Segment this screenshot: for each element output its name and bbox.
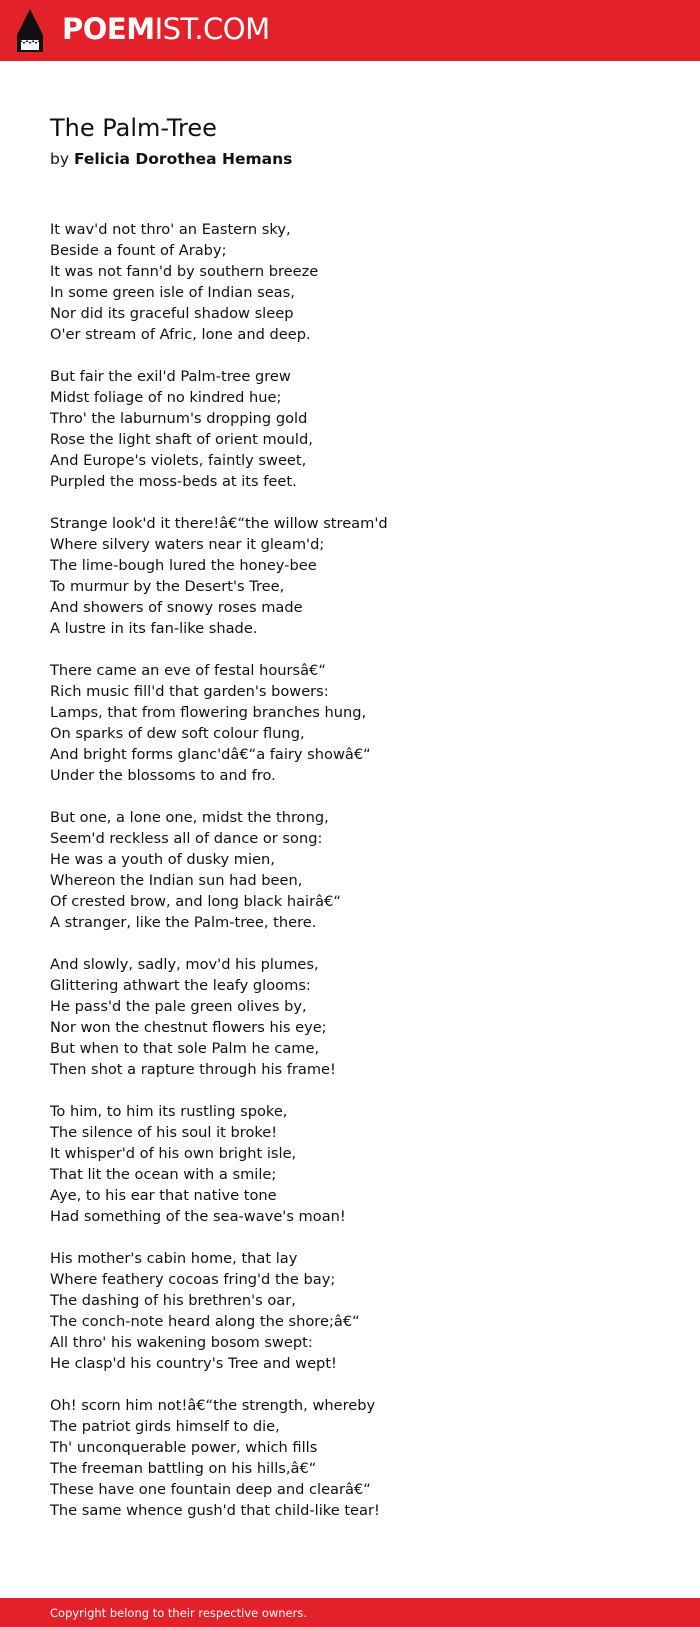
poem-line: The freeman battling on his hills,â€“ [50, 1460, 317, 1477]
poem-line: In some green isle of Indian seas, [50, 284, 295, 301]
poem-line: Rose the light shaft of orient mould, [50, 431, 313, 448]
poem-line: But one, a lone one, midst the throng, [50, 809, 329, 826]
poem-line: Glittering athwart the leafy glooms: [50, 977, 311, 994]
poem-line: A lustre in its fan-like shade. [50, 620, 258, 637]
poem-line: Where feathery cocoas fring'd the bay; [50, 1271, 336, 1288]
by-label: by [50, 150, 70, 168]
poem-byline [50, 148, 292, 170]
poem-line: Of crested brow, and long black hairâ€“ [50, 893, 341, 910]
copyright-text: Copyright belong to their respective owners. [50, 1606, 308, 1620]
poem-line: Beside a fount of Araby; [50, 242, 227, 259]
poem-line: Th' unconquerable power, which fills [50, 1439, 318, 1456]
poem-line: These have one fountain deep and clearâ€“ [50, 1481, 371, 1498]
stanza [50, 513, 670, 639]
poem-line: Midst foliage of no kindred hue; [50, 389, 282, 406]
site-header [0, 0, 700, 61]
poem-line: Whereon the Indian sun had been, [50, 872, 303, 889]
stanza [50, 660, 670, 786]
author-name: Felicia Dorothea Hemans [73, 150, 293, 168]
site-footer [0, 1598, 700, 1627]
poem-body [50, 219, 670, 1542]
poem-line: Nor won the chestnut flowers his eye; [50, 1019, 327, 1036]
stanza [50, 1248, 670, 1374]
poem-line: Purpled the moss-beds at its feet. [50, 473, 297, 490]
poem-line: Oh! scorn him not!â€“the strength, whereby [50, 1397, 376, 1414]
poem-line: That lit the ocean with a smile; [50, 1166, 277, 1183]
poem-line: There came an eve of festal hoursâ€“ [50, 662, 326, 679]
logo-text-light: IST.COM [154, 12, 270, 46]
poem-line: To murmur by the Desert's Tree, [50, 578, 285, 595]
poem-line: And showers of snowy roses made [50, 599, 303, 616]
poem-line: The patriot girds himself to die, [50, 1418, 280, 1435]
poem-line: Under the blossoms to and fro. [50, 767, 276, 784]
poem-line: He pass'd the pale green olives by, [50, 998, 307, 1015]
poem-line: Seem'd reckless all of dance or song: [50, 830, 323, 847]
stanza [50, 807, 670, 933]
poem-line: Where silvery waters near it gleam'd; [50, 536, 325, 553]
logo-text-strong: POEM [62, 12, 155, 46]
poem-line: And Europe's violets, faintly sweet, [50, 452, 307, 469]
poem-line: Aye, to his ear that native tone [50, 1187, 277, 1204]
stanza [50, 1395, 670, 1521]
poem-line: The conch-note heard along the shore;â€“ [50, 1313, 360, 1330]
pencil-tip-icon[interactable] [17, 9, 43, 52]
poem-line: The lime-bough lured the honey-bee [50, 557, 317, 574]
poem-line: It wav'd not thro' an Eastern sky, [50, 221, 291, 238]
poem-line: Nor did its graceful shadow sleep [50, 305, 294, 322]
poem-line: But when to that sole Palm he came, [50, 1040, 320, 1057]
poem-line: He was a youth of dusky mien, [50, 851, 275, 868]
poem-line: Had something of the sea-wave's moan! [50, 1208, 346, 1225]
poem-title: The Palm-Tree [50, 114, 217, 142]
poem-line: All thro' his wakening bosom swept: [50, 1334, 313, 1351]
poem-line: But fair the exil'd Palm-tree grew [50, 368, 291, 385]
stanza [50, 954, 670, 1080]
poem-line: Thro' the laburnum's dropping gold [50, 410, 308, 427]
poem-line: Then shot a rapture through his frame! [50, 1061, 336, 1078]
stanza [50, 219, 670, 345]
poem-line: Strange look'd it there!â€“the willow stream'd [50, 515, 388, 532]
poem-line: And bright forms glanc'dâ€“a fairy showâ€“ [50, 746, 371, 763]
poem-line: It whisper'd of his own bright isle, [50, 1145, 297, 1162]
poem-line: The dashing of his brethren's oar, [50, 1292, 296, 1309]
poem-line: O'er stream of Afric, lone and deep. [50, 326, 311, 343]
poem-line: It was not fann'd by southern breeze [50, 263, 319, 280]
poem-line: Rich music fill'd that garden's bowers: [50, 683, 329, 700]
stanza [50, 366, 670, 492]
poem-line: And slowly, sadly, mov'd his plumes, [50, 956, 319, 973]
poem-line: His mother's cabin home, that lay [50, 1250, 298, 1267]
poem-line: The silence of his soul it broke! [50, 1124, 278, 1141]
site-logo[interactable] [62, 11, 270, 47]
poem-line: Lamps, that from flowering branches hung, [50, 704, 367, 721]
poem-line: On sparks of dew soft colour flung, [50, 725, 305, 742]
poem-line: To him, to him its rustling spoke, [50, 1103, 288, 1120]
poem-line: The same whence gush'd that child-like tear! [50, 1502, 380, 1519]
poem-line: A stranger, like the Palm-tree, there. [50, 914, 317, 931]
stanza [50, 1101, 670, 1227]
poem-line: He clasp'd his country's Tree and wept! [50, 1355, 337, 1372]
